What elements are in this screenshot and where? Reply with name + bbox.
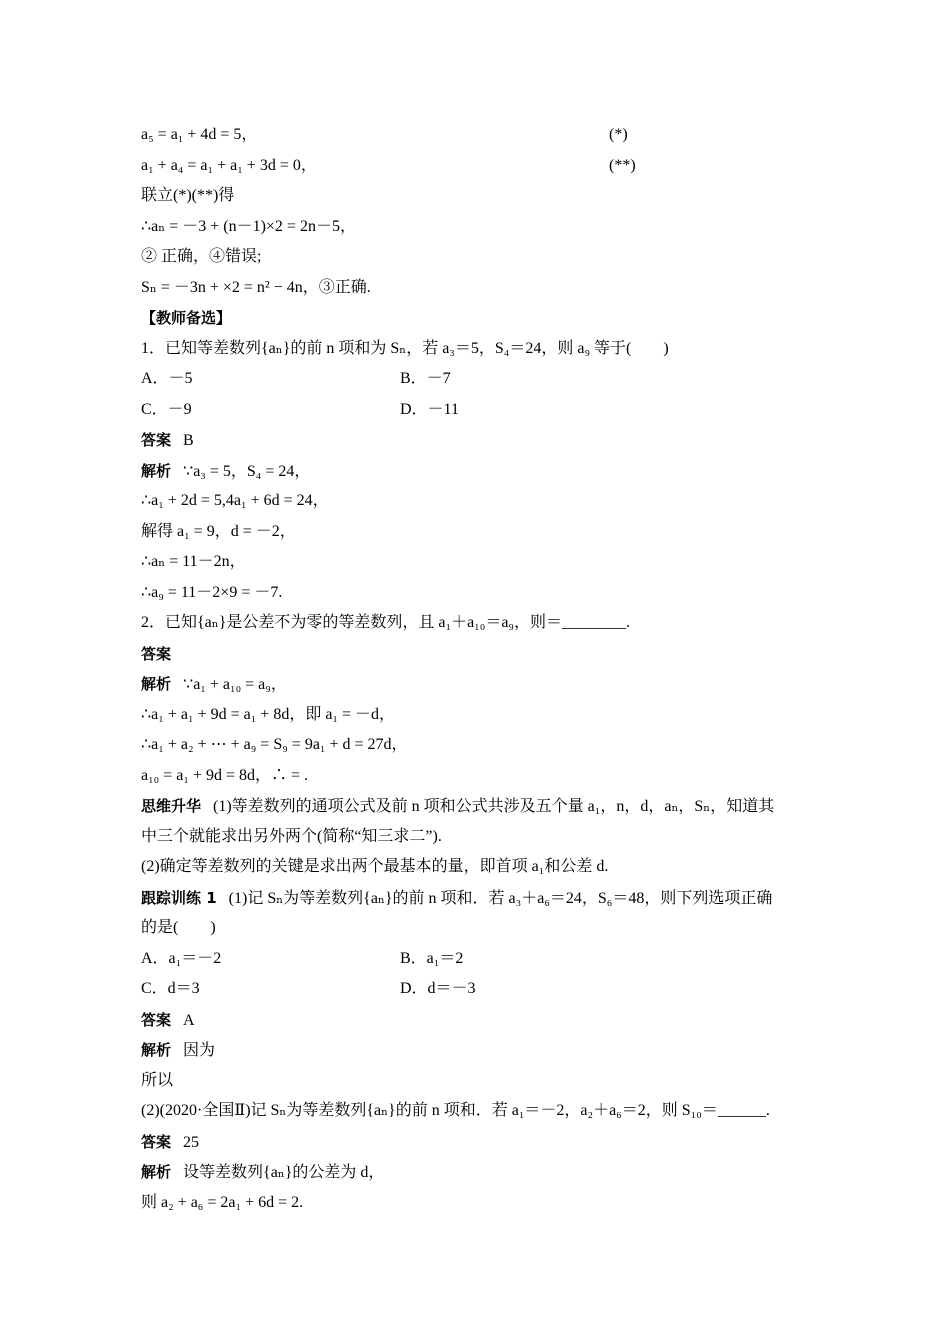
equation-a5: a₅ = a₁ + 4d = 5，	[141, 126, 258, 143]
derivation-line-5: ② 正确，④错误;	[141, 248, 262, 265]
answer-label: 答案	[141, 1010, 172, 1029]
section-title: 【教师备选】	[141, 309, 232, 327]
question-1-answer	[141, 425, 821, 456]
solution-label: 解析	[141, 1041, 172, 1059]
solution-text: 因为	[183, 1042, 216, 1059]
derivation-line-3: 联立(*)(**)得	[141, 187, 235, 204]
practice-answer	[141, 1005, 821, 1036]
option-c: C．d＝3	[141, 980, 200, 997]
solution-label: 解析	[141, 461, 172, 480]
practice-options-row-1	[141, 944, 821, 975]
summary-line-1	[141, 791, 821, 822]
summary-line-2: 中三个就能求出另外两个(简称“知三求二”).	[141, 827, 442, 845]
question-1: 1．已知等差数列{aₙ}的前 n 项和为 Sₙ，若 a₃＝5，S₄＝24，则 a₉ 等于( )	[141, 339, 669, 357]
solution-label: 解析	[141, 1163, 172, 1181]
question-1-solution-4: ∴aₙ = 11－2n，	[141, 553, 246, 570]
answer-value: A	[183, 1011, 195, 1029]
derivation-line-4: ∴aₙ = －3 + (n－1)×2 = 2n－5，	[141, 217, 356, 235]
option-b: B．a₁＝2	[400, 949, 464, 967]
derivation-line-6: Sₙ = －3n + ×2 = n² − 4n，③正确.	[141, 278, 371, 296]
equation-tag-2: (**)	[609, 156, 636, 174]
solution-text: ∵a₁ + a₁₀ = a₉，	[183, 676, 287, 693]
option-d: D．d＝－3	[400, 980, 476, 997]
question-1-solution-3: 解得 a₁ = 9，d = －2，	[141, 522, 296, 540]
practice-question-2: (2)(2020·全国Ⅱ)记 Sₙ为等差数列{aₙ}的前 n 项和．若 a₁＝－2，a₂＋a₆＝2，则 S₁₀＝______.	[141, 1102, 770, 1119]
option-d: D．－11	[400, 400, 459, 418]
question-2-solution-4: a₁₀ = a₁ + 9d = 8d，∴ = .	[141, 766, 309, 784]
answer-label: 答案	[141, 431, 172, 449]
answer-label: 答案	[141, 1132, 172, 1151]
summary-label: 思维升华	[141, 797, 202, 815]
equation-tag-1: (*)	[609, 126, 628, 143]
question-1-solution-2: ∴a₁ + 2d = 5,4a₁ + 6d = 24，	[141, 492, 329, 509]
question-2-answer-label: 答案	[141, 644, 172, 663]
practice-question-1-cont: 的是( )	[141, 919, 216, 936]
practice-2-solution-1	[141, 1157, 821, 1188]
summary-text: (1)等差数列的通项公式及前 n 项和公式共涉及五个量 a₁，n，d，aₙ，Sₙ，知道其	[213, 798, 775, 815]
practice-label: 跟踪训练 1	[141, 888, 217, 907]
practice-text: (1)记 Sₙ为等差数列{aₙ}的前 n 项和．若 a₃＋a₆＝24，S₆＝48，则下列选项正确	[228, 889, 773, 907]
derivation-line-1	[141, 120, 821, 151]
question-2-solution-1	[141, 669, 821, 700]
practice-2-solution-2: 则 a₂ + a₆ = 2a₁ + 6d = 2.	[141, 1193, 304, 1211]
question-1-solution-5: ∴a₉ = 11－2×9 = －7.	[141, 583, 283, 601]
question-1-options-row-1	[141, 364, 821, 395]
practice-2-answer	[141, 1127, 821, 1158]
solution-text: 设等差数列{aₙ}的公差为 d，	[183, 1164, 385, 1181]
practice-options-row-2	[141, 974, 821, 1005]
practice-solution-1	[141, 1035, 821, 1066]
option-a: A．a₁＝－2	[141, 949, 222, 967]
practice-question-1	[141, 883, 821, 914]
option-c: C．－9	[141, 400, 192, 418]
question-1-solution-1	[141, 456, 821, 487]
document-page	[141, 120, 821, 1218]
option-a: A．－5	[141, 370, 193, 387]
derivation-line-2	[141, 151, 821, 182]
question-1-options-row-2	[141, 395, 821, 426]
solution-text: ∵a₃ = 5，S₄ = 24，	[183, 462, 311, 480]
solution-label: 解析	[141, 675, 172, 693]
question-2-solution-2: ∴a₁ + a₁ + 9d = a₁ + 8d，即 a₁ = －d，	[141, 705, 396, 723]
question-2: 2．已知{aₙ}是公差不为零的等差数列，且 a₁＋a₁₀＝a₉，则＝________.	[141, 614, 631, 631]
answer-value: B	[183, 432, 194, 449]
option-b: B．－7	[400, 370, 451, 387]
summary-line-3: (2)确定等差数列的关键是求出两个最基本的量，即首项 a₁和公差 d.	[141, 858, 609, 875]
equation-a1-a4: a₁ + a₄ = a₁ + a₁ + 3d = 0，	[141, 156, 317, 174]
question-2-solution-3: ∴a₁ + a₂ + ⋯ + a₉ = S₉ = 9a₁ + d = 27d，	[141, 736, 408, 753]
answer-value: 25	[183, 1133, 200, 1151]
practice-solution-2: 所以	[141, 1071, 174, 1089]
